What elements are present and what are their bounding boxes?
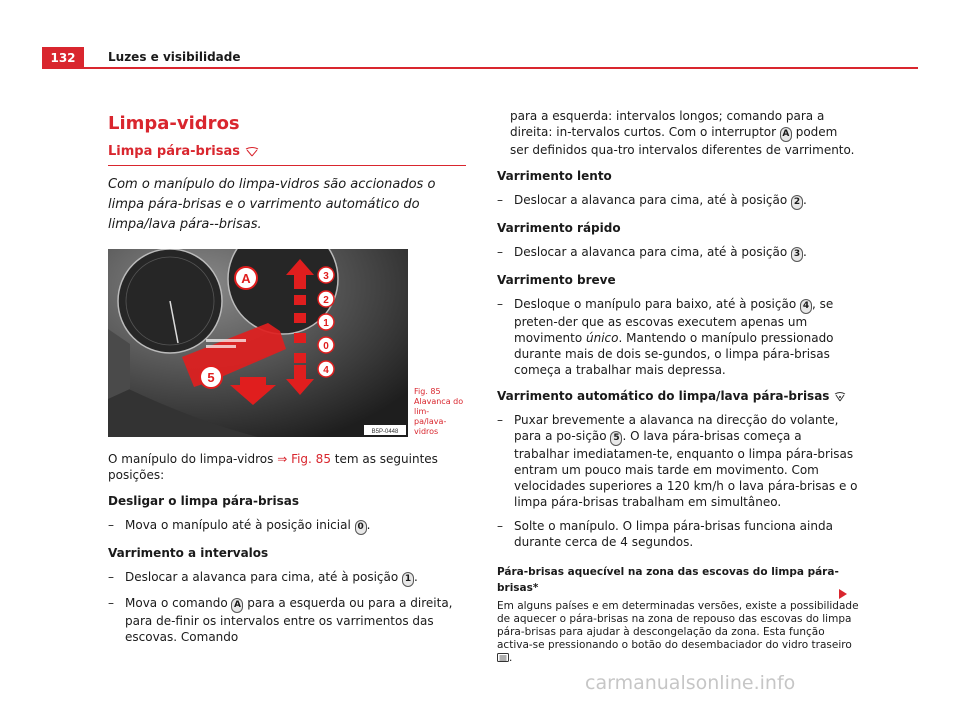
- item-text-end: .: [803, 193, 807, 207]
- heated-body: Em alguns países e em determinadas versões, existe a possibilidade de aquecer o pára-brisas na zona de repouso das escovas do limpa pára-brisas para ajudar à descongelação da zona. Esta função activa-se pressionando o botão do desembaciador do vidro traseiro: [497, 600, 859, 651]
- heading-interval: Varrimento a intervalos: [108, 546, 269, 560]
- continued-text-end: podem ser definidos qua-tro intervalos diferentes de varrimento.: [510, 125, 855, 157]
- figure-label-2: 2: [323, 295, 329, 306]
- position-key: 0: [355, 520, 367, 535]
- item-text: Deslocar a alavanca para cima, até à posição: [125, 570, 403, 584]
- intro-text: Com o manípulo do limpa-vidros são accionados o limpa pára-brisas e o varrimento automático do limpa/lava pára--brisas.: [108, 177, 436, 232]
- heading-auto-text: Varrimento automático do limpa/lava pára-brisas: [497, 389, 830, 403]
- list-item: [497, 296, 859, 378]
- rear-defroster-icon: [497, 653, 509, 663]
- figure-85: [108, 249, 466, 437]
- positions-text-end: tem as seguintes posições:: [108, 452, 438, 482]
- position-key: 3: [791, 247, 803, 262]
- item-emphasis: único: [586, 331, 619, 345]
- figure-caption-line-2: pa/lava-vidros: [414, 417, 447, 436]
- position-key: 5: [610, 431, 622, 446]
- continued-paragraph: [497, 108, 859, 158]
- heading-brief: Varrimento breve: [497, 273, 616, 287]
- list-dash: –: [108, 518, 114, 532]
- item-text-end: . Mantendo o manípulo pressionado durante mais de dois se-gundos, o limpa pára-brisas começa a trabalhar mais depressa.: [514, 331, 834, 377]
- heading-fast: Varrimento rápido: [497, 221, 621, 235]
- list-dash: –: [497, 413, 503, 427]
- item-text: Mova o manípulo até à posição inicial: [125, 518, 355, 532]
- section-title: Limpa-vidros: [108, 113, 240, 134]
- list-item: [497, 518, 859, 550]
- figure-caption-line-1: Fig. 85 Alavanca do lim-: [414, 387, 464, 416]
- item-text: Deslocar a alavanca para cima, até à posição: [514, 245, 792, 259]
- list-dash: –: [497, 297, 503, 311]
- position-key: 4: [800, 299, 812, 314]
- list-dash: –: [497, 193, 503, 207]
- list-item: [108, 517, 466, 535]
- continued-text: para a esquerda: intervalos longos; comando para a direita: in-tervalos curtos. Com o interruptor: [510, 109, 825, 139]
- position-key: A: [231, 598, 243, 613]
- heading-heated: Pára-brisas aquecível na zona das escovas do limpa pára-brisas*: [497, 566, 839, 594]
- figure-link[interactable]: ⇒ Fig. 85: [277, 452, 331, 466]
- positions-paragraph: [108, 451, 466, 483]
- list-item: [497, 192, 859, 210]
- figure-label-5: 5: [207, 370, 215, 385]
- item-text: Deslocar a alavanca para cima, até à posição: [514, 193, 792, 207]
- position-key: 1: [402, 572, 414, 587]
- wiper-stalk-photo: [108, 249, 408, 437]
- heading-auto: [497, 388, 859, 404]
- position-key: 2: [791, 195, 803, 210]
- heading-slow: Varrimento lento: [497, 169, 612, 183]
- figure-label-a: A: [241, 271, 251, 286]
- item-text: Puxar brevemente a alavanca na direcção do volante, para a po-sição: [514, 413, 839, 443]
- figure-label-1: 1: [323, 318, 329, 329]
- running-header: Luzes e visibilidade: [108, 50, 241, 64]
- item-text-end: .: [414, 570, 418, 584]
- item-text-end: .: [366, 518, 371, 532]
- subsection-title: [108, 144, 466, 166]
- next-page-arrow-icon[interactable]: [839, 589, 847, 599]
- item-text-end: .: [803, 245, 807, 259]
- watermark: carmanualsonline.info: [585, 672, 796, 694]
- figure-caption: [414, 387, 468, 437]
- washer-icon: [834, 391, 846, 402]
- heading-off: Desligar o limpa pára-brisas: [108, 494, 299, 508]
- item-text: Mova o comando: [125, 596, 232, 610]
- switch-key: A: [780, 127, 792, 142]
- right-column: [497, 108, 859, 665]
- positions-text: O manípulo do limpa-vidros: [108, 452, 278, 466]
- item-text-mid: , se preten-der que as escovas executem apenas um movimento: [514, 297, 834, 345]
- heated-text: Em alguns países e em determinadas versões, existe a possibilidade de aquecer o pára-brisas na zona de repouso das escovas do limpa pára-brisas para ajudar à descongelação da zona. Esta função activa-se pressionando o botão do desembaciador do vidro traseiro .: [497, 600, 859, 664]
- list-dash: –: [497, 245, 503, 259]
- list-item: [497, 412, 859, 510]
- header-rule: [84, 67, 918, 69]
- list-item: [497, 244, 859, 262]
- wiper-icon: [245, 147, 259, 157]
- item-text: Desloque o manípulo para baixo, até à posição: [514, 297, 800, 311]
- subsection-title-text: Limpa pára-brisas: [108, 144, 240, 159]
- item-text-end: . O lava pára-brisas começa a trabalhar imediatamen-te, enquanto o limpa pára-brisas entram um pouco mais tarde em movimento. Com velocidades superiores a 120 km/h o lava pára-brisas e o limpa pára-brisas trabalham em simultâneo.: [514, 429, 858, 509]
- list-item: [108, 595, 466, 645]
- figure-code: B5P-0448: [371, 429, 399, 435]
- left-column: [108, 113, 466, 645]
- list-dash: –: [497, 519, 503, 533]
- list-item: [108, 569, 466, 587]
- list-dash: –: [108, 570, 114, 584]
- figure-label-3: 3: [323, 271, 329, 282]
- figure-label-0: 0: [323, 341, 329, 352]
- page-number: 132: [42, 47, 84, 69]
- list-dash: –: [108, 596, 114, 610]
- item-text: Solte o manípulo. O limpa pára-brisas funciona ainda durante cerca de 4 segundos.: [514, 519, 833, 549]
- item-text-end: para a esquerda ou para a direita, para de-finir os intervalos entre os varrimentos das escovas. Comando: [125, 596, 453, 644]
- figure-label-4: 4: [323, 365, 329, 376]
